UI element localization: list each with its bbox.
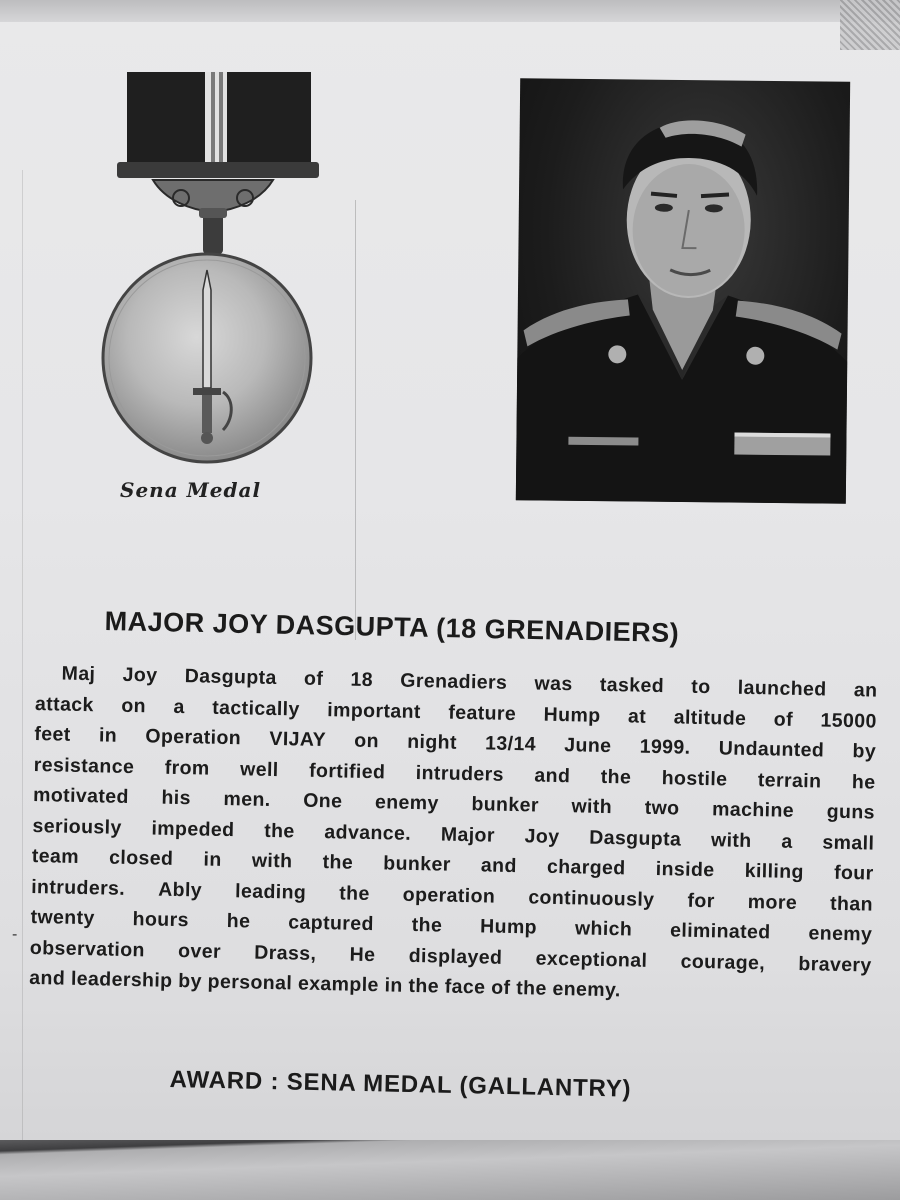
citation-word: by bbox=[852, 740, 877, 763]
citation-word: an bbox=[853, 679, 878, 702]
citation-word: feature bbox=[448, 701, 517, 725]
citation-word: terrain bbox=[757, 768, 822, 792]
page-top-edge bbox=[0, 0, 900, 22]
citation-word: machine bbox=[711, 798, 795, 822]
citation-word: more bbox=[747, 890, 798, 914]
citation-word: bunker bbox=[383, 852, 451, 876]
citation-word: motivated bbox=[32, 783, 130, 808]
sena-medal-icon bbox=[95, 70, 325, 480]
citation-word: displayed bbox=[408, 944, 503, 969]
officer-portrait-icon bbox=[516, 78, 850, 503]
citation-word: intruders. bbox=[30, 875, 126, 900]
citation-word: on bbox=[121, 694, 147, 717]
citation-word: Ably bbox=[157, 878, 203, 902]
citation-word: June bbox=[564, 734, 612, 758]
citation-word: the bbox=[600, 765, 632, 788]
citation-word: two bbox=[644, 796, 680, 820]
citation-word: captured bbox=[288, 911, 375, 936]
citation-word: enemy bbox=[808, 922, 873, 946]
citation-word: 18 bbox=[350, 668, 374, 692]
citation-word: in bbox=[98, 724, 118, 747]
citation-word: charged bbox=[546, 855, 626, 880]
citation-word: hours bbox=[132, 908, 190, 932]
citation-word: team bbox=[31, 844, 80, 868]
citation-word: 13/14 bbox=[484, 732, 537, 756]
print-line bbox=[22, 170, 23, 1170]
citation-word: with bbox=[571, 795, 613, 819]
citation-word: with bbox=[710, 828, 752, 852]
citation-text bbox=[29, 658, 878, 1011]
citation-word: a bbox=[781, 830, 793, 853]
citation-word: men. bbox=[223, 787, 271, 811]
citation-word: from bbox=[164, 756, 210, 780]
citation-word: Drass, bbox=[254, 941, 317, 965]
citation-word: guns bbox=[826, 800, 876, 824]
citation-word: launched bbox=[737, 676, 827, 701]
citation-word: resistance bbox=[33, 753, 135, 778]
citation-word: night bbox=[406, 730, 458, 754]
citation-word: 15000 bbox=[820, 708, 878, 733]
citation-word: killing bbox=[744, 859, 805, 884]
citation-word: small bbox=[822, 831, 875, 855]
citation-word: Operation bbox=[145, 725, 242, 750]
citation-word: and bbox=[480, 854, 517, 878]
citation-word: operation bbox=[402, 883, 496, 908]
citation-word: 1999. bbox=[639, 735, 691, 759]
citation-word: Maj bbox=[61, 662, 96, 686]
citation-word: Grenadiers bbox=[400, 669, 508, 694]
citation-word: of bbox=[303, 667, 324, 691]
citation-word: his bbox=[161, 786, 192, 810]
medal-caption: Sena Medal bbox=[120, 478, 262, 502]
citation-word: eliminated bbox=[669, 919, 771, 944]
citation-word: which bbox=[574, 917, 633, 941]
citation-word: closed bbox=[108, 846, 174, 870]
citation-line: and leadership by personal example in the face of the enemy. bbox=[29, 966, 621, 1002]
citation-word: than bbox=[829, 892, 874, 916]
citation-word: Undaunted bbox=[718, 737, 825, 762]
citation-word: for bbox=[687, 889, 715, 912]
citation-word: Joy bbox=[122, 663, 158, 687]
citation-word: was bbox=[534, 672, 573, 696]
citation-word: tactically bbox=[212, 696, 300, 721]
citation-word: observation bbox=[29, 936, 146, 961]
citation-word: Hump bbox=[543, 703, 601, 727]
citation-word: Major bbox=[440, 823, 496, 847]
citation-word: bunker bbox=[471, 793, 540, 817]
citation-word: on bbox=[354, 729, 380, 753]
citation-word: seriously bbox=[32, 814, 122, 839]
citation-word: the bbox=[263, 819, 295, 842]
citation-word: feet bbox=[34, 722, 71, 746]
citation-word: One bbox=[303, 789, 343, 813]
citation-word: Hump bbox=[479, 915, 538, 939]
citation-word: VIJAY bbox=[269, 727, 327, 752]
citation-word: bravery bbox=[798, 952, 872, 977]
citation-word: a bbox=[173, 695, 185, 718]
page-bottom-edge bbox=[0, 1140, 900, 1200]
citation-word: important bbox=[327, 698, 422, 723]
citation-word: in bbox=[203, 848, 222, 871]
citation-word: advance. bbox=[324, 820, 412, 845]
citation-word: courage, bbox=[680, 950, 766, 974]
citation-word: tasked bbox=[599, 673, 665, 698]
citation-word: continuously bbox=[528, 885, 655, 911]
print-mark: - bbox=[12, 926, 18, 943]
citation-word: four bbox=[833, 861, 874, 885]
citation-word: the bbox=[322, 851, 354, 874]
citation-word: he bbox=[226, 910, 251, 933]
citation-word: Joy bbox=[524, 824, 560, 848]
citation-word: exceptional bbox=[535, 947, 648, 972]
citation-word: enemy bbox=[374, 791, 440, 815]
citation-word: he bbox=[851, 770, 876, 794]
citation-word: impeded bbox=[151, 816, 235, 841]
citation-word: with bbox=[251, 849, 293, 873]
citation-word: altitude bbox=[673, 705, 747, 730]
citation-word: leading bbox=[234, 879, 307, 904]
citation-word: over bbox=[177, 939, 222, 963]
citation-word: intruders bbox=[415, 761, 505, 786]
citation-word: attack bbox=[34, 692, 95, 716]
citation-word: fortified bbox=[308, 759, 386, 783]
citation-word: He bbox=[349, 943, 376, 966]
citation-word: at bbox=[627, 704, 647, 728]
citation-word: the bbox=[339, 881, 370, 905]
citation-word: well bbox=[239, 757, 279, 781]
citation-word: of bbox=[773, 707, 794, 731]
award-line: AWARD : SENA MEDAL (GALLANTRY) bbox=[169, 1066, 632, 1103]
citation-word: twenty bbox=[30, 905, 95, 930]
citation-word: to bbox=[691, 675, 711, 699]
citation-word: inside bbox=[655, 858, 715, 882]
citation-word: Dasgupta bbox=[184, 665, 278, 690]
page-title: MAJOR JOY DASGUPTA (18 GRENADIERS) bbox=[104, 606, 680, 649]
print-line bbox=[355, 200, 356, 640]
citation-word: Dasgupta bbox=[588, 826, 682, 851]
citation-word: and bbox=[534, 763, 571, 787]
citation-word: the bbox=[411, 913, 443, 937]
citation-word: hostile bbox=[661, 766, 728, 791]
